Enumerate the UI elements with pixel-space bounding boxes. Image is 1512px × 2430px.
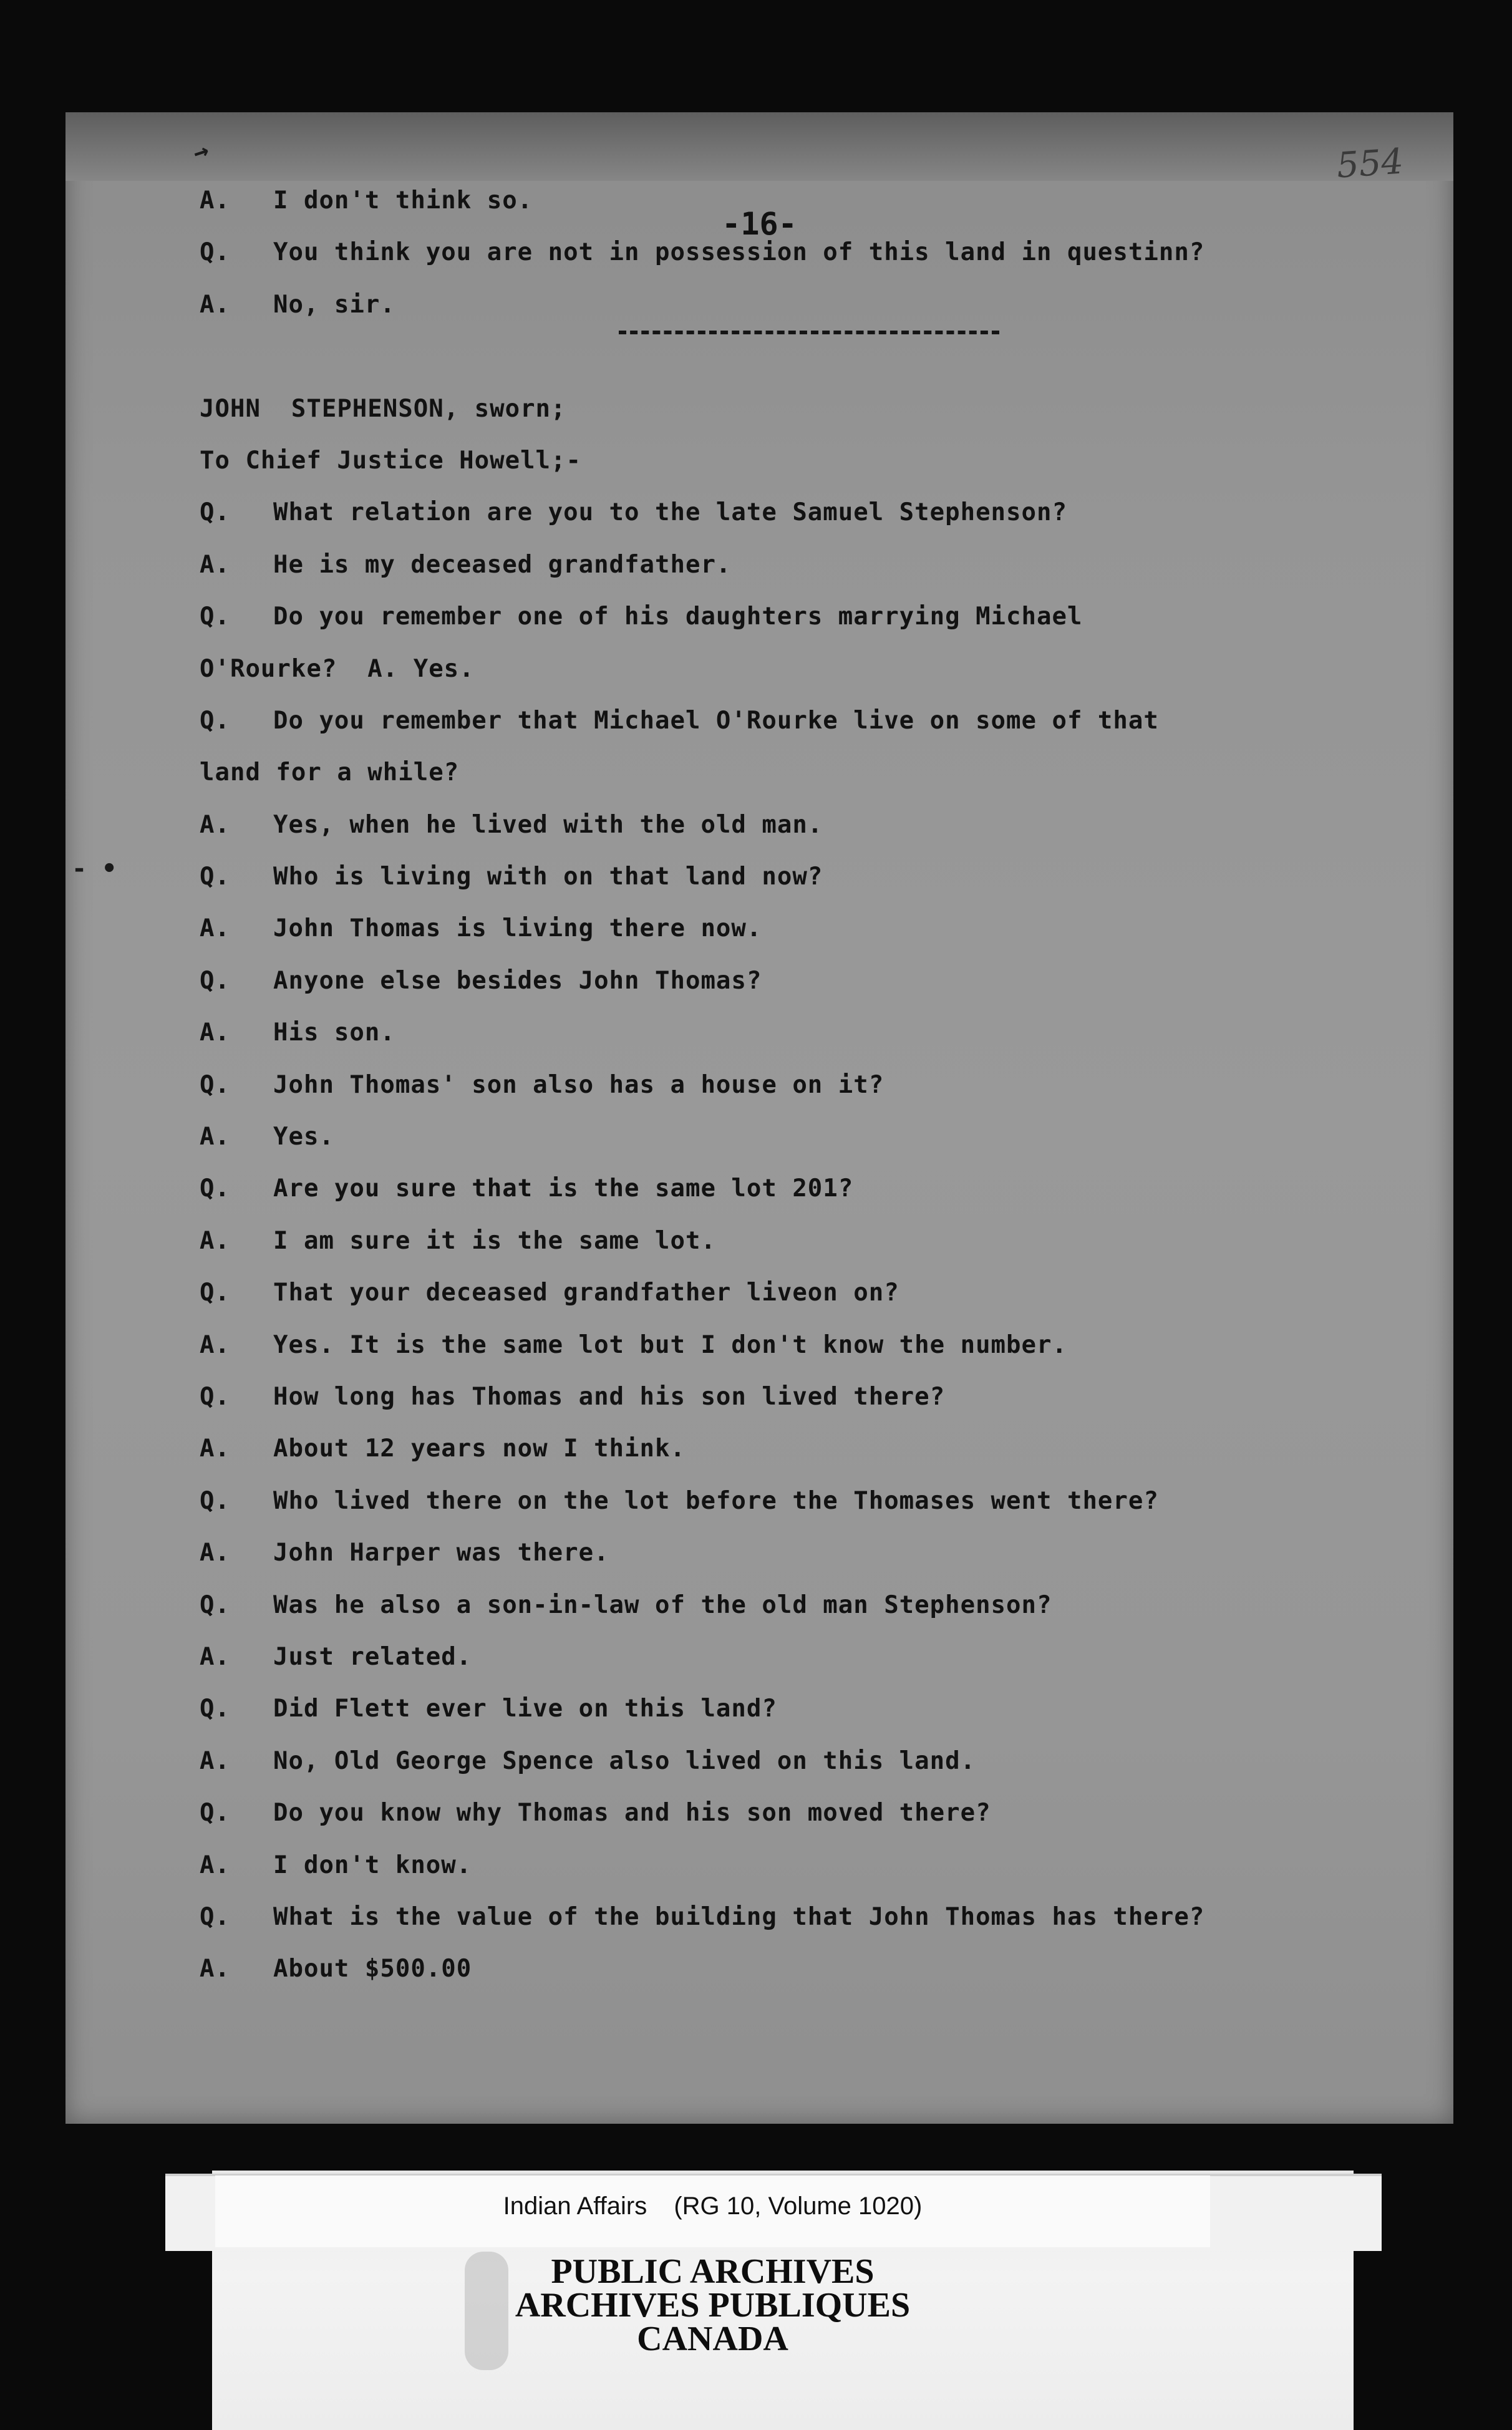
archive-name-fr: ARCHIVES PUBLIQUES (515, 2286, 911, 2325)
speaker-label: A. (200, 1226, 230, 1255)
speaker-label: A. (200, 1435, 230, 1463)
line-text: I am sure it is the same lot. (273, 1226, 716, 1255)
transcript-line (200, 279, 1372, 331)
line-text: Do you remember one of his daughters marrying Michael (273, 603, 1083, 631)
transcript-line (200, 591, 1372, 642)
speaker-label: Q. (200, 1486, 230, 1515)
line-text: Are you sure that is the same lot 201? (273, 1174, 854, 1203)
archive-reference-line (215, 2192, 1210, 2220)
speaker-label: A. (200, 1123, 230, 1151)
line-text: Yes, when he lived with the old man. (273, 810, 823, 839)
line-text: John Harper was there. (273, 1539, 609, 1567)
transcript-line (200, 955, 1372, 1007)
line-text: John Thomas is living there now. (273, 914, 762, 943)
transcript-line (200, 1475, 1372, 1527)
speaker-label: Q. (200, 1279, 230, 1307)
line-text: Do you remember that Michael O'Rourke live on some of that (273, 706, 1159, 735)
transcript-line (200, 1735, 1372, 1787)
transcript-line (200, 643, 1372, 695)
transcript-line (200, 1111, 1372, 1163)
speaker-label: A. (200, 1746, 230, 1775)
line-text: Yes. (273, 1123, 334, 1151)
speaker-label: A. (200, 1330, 230, 1359)
line-text: No, Old George Spence also lived on this land. (273, 1746, 976, 1775)
line-text: Was he also a son-in-law of the old man Stephenson? (273, 1590, 1052, 1619)
transcript-line (200, 1007, 1372, 1058)
margin-mark-icon: - • (72, 854, 117, 883)
line-text: Who lived there on the lot before the Thomases went there? (273, 1486, 1159, 1515)
divider-rule (619, 331, 999, 386)
transcript-line (200, 851, 1372, 903)
line-text: How long has Thomas and his son lived there? (273, 1382, 946, 1411)
line-text: To Chief Justice Howell;- (200, 446, 581, 475)
line-text: I don't think so. (273, 186, 533, 215)
line-text: Who is living with on that land now? (273, 863, 823, 891)
line-text: I don't know. (273, 1851, 472, 1879)
transcript-line (200, 1215, 1372, 1267)
speaker-label: A. (200, 1851, 230, 1879)
speaker-label: Q. (200, 238, 230, 267)
transcript-line (200, 695, 1372, 747)
line-text: What is the value of the building that John Thomas has there? (273, 1902, 1205, 1931)
transcript-line (200, 1839, 1372, 1891)
speaker-label: A. (200, 186, 230, 215)
speaker-label: A. (200, 290, 230, 319)
transcript-line (200, 1163, 1372, 1214)
speaker-label: Q. (200, 1070, 230, 1099)
archive-name-en: PUBLIC ARCHIVES (551, 2252, 875, 2291)
page-number: -16- (722, 206, 797, 242)
transcript-line (200, 903, 1372, 954)
line-text: No, sir. (273, 290, 395, 319)
transcript-line (200, 1891, 1372, 1943)
transcript-line (200, 383, 1372, 435)
speaker-label: A. (200, 1642, 230, 1671)
transcript-line (200, 1371, 1372, 1423)
line-text: You think you are not in possession of this land in questinn? (273, 238, 1205, 267)
line-text: land for a while? (200, 758, 460, 787)
page-top-shadow (65, 112, 1453, 181)
speaker-label: Q. (200, 1799, 230, 1827)
folio-number: 554 (1335, 141, 1405, 186)
transcript-line (200, 1527, 1372, 1579)
speaker-label: Q. (200, 1695, 230, 1723)
transcript-line (200, 1787, 1372, 1839)
speaker-label: Q. (200, 498, 230, 527)
line-text: John Thomas' son also has a house on it? (273, 1070, 884, 1099)
reference-label: (RG 10, Volume 1020) (674, 2192, 923, 2220)
transcript-line (200, 1943, 1372, 1995)
line-text: Just related. (273, 1642, 472, 1671)
transcript-line (200, 1631, 1372, 1683)
transcript-line (200, 539, 1372, 591)
section-divider (200, 331, 1372, 382)
transcript-line (200, 799, 1372, 851)
line-text: O'Rourke? A. Yes. (200, 654, 475, 683)
archive-country: CANADA (637, 2320, 788, 2358)
transcript-line (200, 1683, 1372, 1735)
transcript-line (200, 486, 1372, 538)
line-text: About 12 years now I think. (273, 1435, 686, 1463)
speaker-label: A. (200, 914, 230, 943)
transcript-line (200, 226, 1372, 278)
speaker-label: Q. (200, 966, 230, 995)
line-text: What relation are you to the late Samuel Stephenson? (273, 498, 1067, 527)
speaker-label: Q. (200, 706, 230, 735)
line-text: About $500.00 (273, 1955, 472, 1983)
line-text: Yes. It is the same lot but I don't know the number. (273, 1330, 1067, 1359)
line-text: Did Flett ever live on this land? (273, 1695, 777, 1723)
series-label: Indian Affairs (503, 2192, 647, 2220)
line-text: Do you know why Thomas and his son moved there? (273, 1799, 991, 1827)
speaker-label: Q. (200, 1382, 230, 1411)
speaker-label: A. (200, 1019, 230, 1047)
transcript-line (200, 175, 1372, 226)
speaker-label: Q. (200, 1174, 230, 1203)
speaker-label: A. (200, 810, 230, 839)
transcript-line (200, 1267, 1372, 1319)
transcript-line (200, 747, 1372, 798)
ink-mark-icon: → (189, 135, 213, 168)
speaker-label: A. (200, 550, 230, 579)
transcript-line (200, 1423, 1372, 1474)
line-text: He is my deceased grandfather. (273, 550, 732, 579)
speaker-label: A. (200, 1955, 230, 1983)
line-text: JOHN STEPHENSON, sworn; (200, 394, 566, 423)
transcript-line (200, 1319, 1372, 1371)
line-text: His son. (273, 1019, 395, 1047)
speaker-label: Q. (200, 863, 230, 891)
transcript-line (200, 1059, 1372, 1111)
transcript-line (200, 1579, 1372, 1631)
testimony-transcript (200, 175, 1372, 1995)
speaker-label: Q. (200, 1902, 230, 1931)
archive-stamp (215, 2252, 1210, 2358)
line-text: That your deceased grandfather liveon on? (273, 1279, 899, 1307)
speaker-label: Q. (200, 1590, 230, 1619)
speaker-label: Q. (200, 603, 230, 631)
speaker-label: A. (200, 1539, 230, 1567)
transcript-line (200, 435, 1372, 486)
line-text: Anyone else besides John Thomas? (273, 966, 762, 995)
